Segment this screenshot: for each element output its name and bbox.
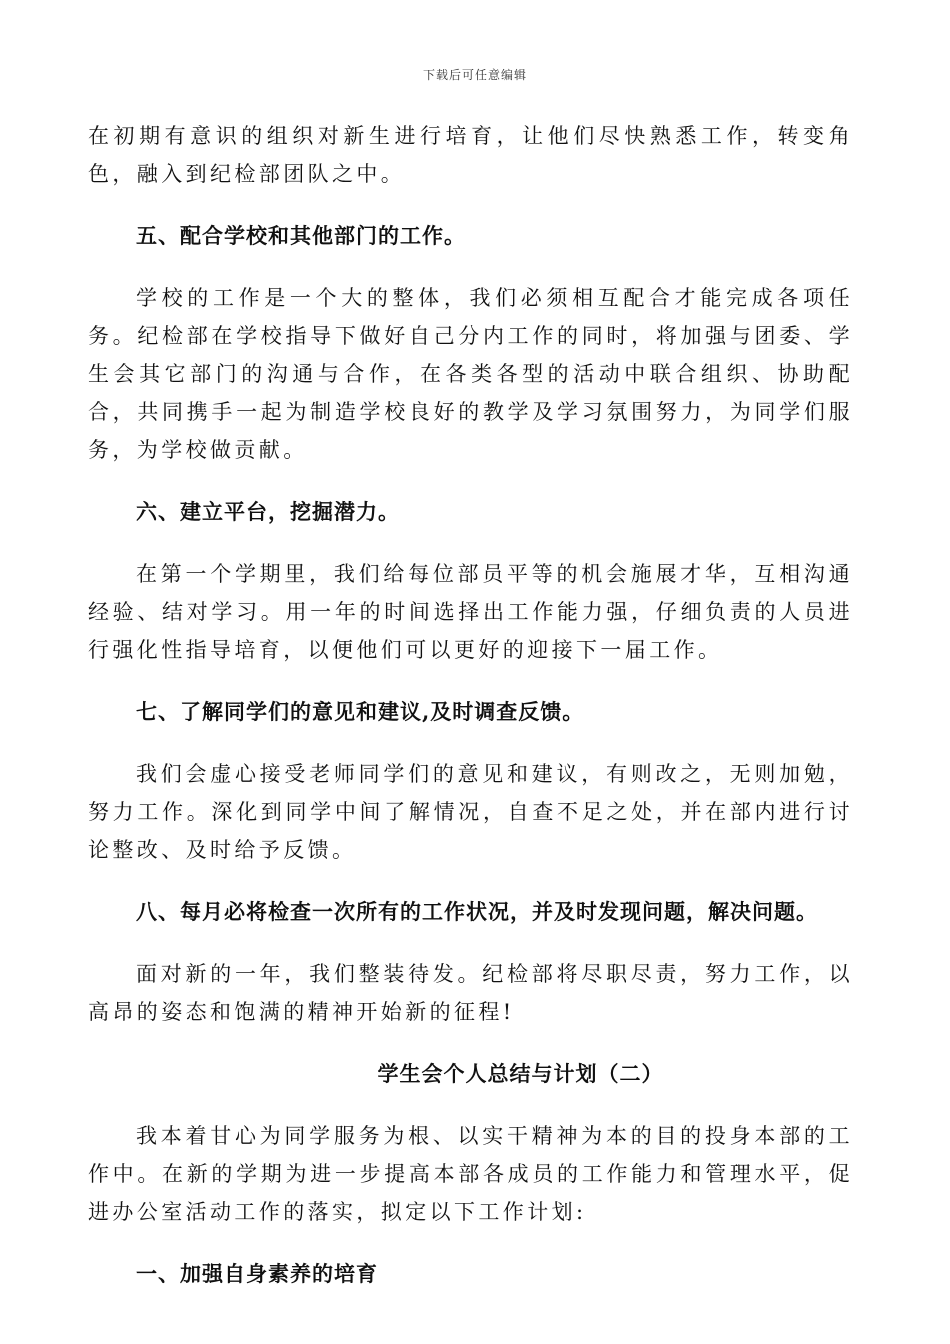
- section-heading-1: 一、加强自身素养的培育: [136, 1261, 378, 1286]
- section-heading-7: 七、了解同学们的意见和建议,及时调查反馈。: [136, 699, 585, 724]
- page-header: 下载后可任意编辑: [422, 68, 527, 82]
- paragraph-section-5: 学校的工作是一个大的整体，我们必须相互配合才能完成各项任务。纪检部在学校指导下做好自己分内工作的同时，将加强与团委、学生会其它部门的沟通与合作，在各类各型的活动中联合组织、协助配合，共同携手一起为制造学校良好的教学及学习氛围努力，为同学们服务，为学校做贡献。: [88, 286, 853, 462]
- document-body: [88, 117, 853, 1293]
- paragraph-closing: 面对新的一年，我们整装待发。纪检部将尽职尽责，努力工作，以高昂的姿态和饱满的精神开始新的征程!: [88, 962, 853, 1024]
- section-heading-5: 五、配合学校和其他部门的工作。: [136, 223, 466, 248]
- section-heading-8: 八、每月必将检查一次所有的工作状况，并及时发现问题，解决问题。: [136, 899, 818, 924]
- document-title-part-2: 学生会个人总结与计划（二）: [377, 1061, 664, 1086]
- paragraph-part-2-intro: 我本着甘心为同学服务为根、以实干精神为本的目的投身本部的工作中。在新的学期为进一步提高本部各成员的工作能力和管理水平，促进办公室活动工作的落实，拟定以下工作计划:: [88, 1124, 853, 1224]
- paragraph-intro-continuation: 在初期有意识的组织对新生进行培育，让他们尽快熟悉工作，转变角色，融入到纪检部团队之中。: [88, 124, 853, 186]
- paragraph-section-7: 我们会虚心接受老师同学们的意见和建议，有则改之，无则加勉，努力工作。深化到同学中间了解情况，自查不足之处，并在部内进行讨论整改、及时给予反馈。: [88, 762, 853, 862]
- section-heading-6: 六、建立平台，挖掘潜力。: [136, 499, 400, 524]
- paragraph-section-6: 在第一个学期里，我们给每位部员平等的机会施展才华，互相沟通经验、结对学习。用一年的时间选择出工作能力强，仔细负责的人员进行强化性指导培育，以便他们可以更好的迎接下一届工作。: [88, 562, 853, 662]
